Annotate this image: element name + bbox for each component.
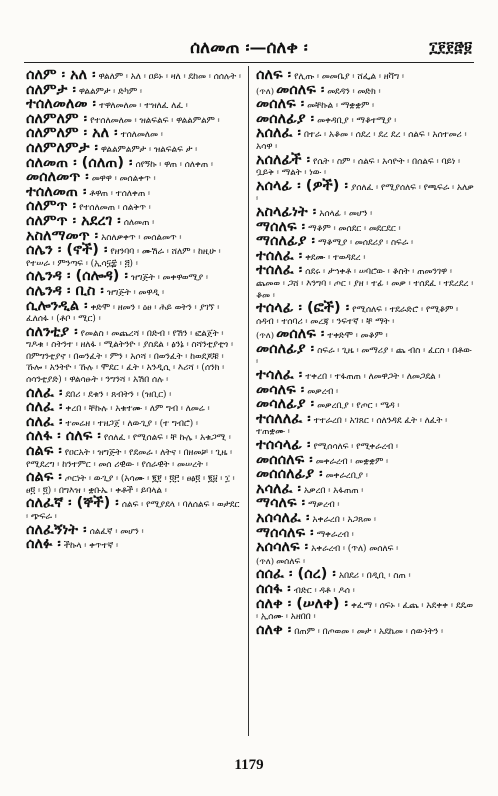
dictionary-entry — [256, 125, 476, 153]
entry-definition: አሰላፊ ፡ መሆን ፡ — [319, 208, 373, 219]
entry-definition: ያሰለፈ ፡ የሚያሰለፍ ፡ የጫፍራ ፡ አለቃ ፡ — [256, 182, 474, 205]
entry-definition: ማቀራረብ ፡ — [316, 529, 354, 540]
entry-headword: ሰልፍ ፡ — [26, 469, 62, 486]
entry-definition: ቀረበ ፡ ቸኩሉ ፡ አቁተሙ ፡ ለም ግብ ፡ ለመሬ ፡ — [65, 404, 210, 415]
entry-definition: በተራ ፡ አቆመ ፡ ሰደረ ፡ ደረ ደረ ፡ ሰልፍ ፡ አሰተመሪ ፡ አሳዋ ፡ — [256, 130, 467, 152]
entry-definition: ዋልልምልምታ ፡ ዝልፍልፍ ታ ፡ — [100, 144, 198, 155]
entry-headword: አሰሳለፈ ፡ — [256, 510, 310, 526]
entry-definition: ዝግጅት ፡ መቀዋወሚያ ፡ — [130, 273, 208, 284]
entry-definition: ቀደሙ ፡ ተወዳደረ ፡ — [305, 252, 366, 263]
entry-definition: ማቆሚያ ፡ መሰደሪያ ፡ ስፍራ ፡ — [317, 238, 414, 249]
entry-definition: አቃረበ ፡ አፋጠጠ ፡ — [303, 485, 364, 496]
page-number: 1179 — [234, 757, 264, 773]
dictionary-entry — [256, 262, 476, 302]
entry-definition: ዝግጅት ፡ መዋዲ ፡ — [106, 287, 165, 298]
entry-definition: ተቀድሞ ፡ መቆም ፡ — [327, 331, 388, 342]
entry-headword: ሰሌንዳ ፡ (ሰሎዳ) ፡ — [26, 268, 128, 285]
entry-definition: ተመሬዘ ፡ ተዘጋጀ ፡ ለውጊያ ፡ (ተ ግብሮ) ፡ — [65, 418, 198, 429]
entry-headword: መሳለፊያ ፡ — [256, 396, 315, 413]
entry-definition: ማቃረብ ፡ — [308, 500, 340, 511]
entry-headword: ማሰለፊያ ፡ — [256, 233, 315, 250]
entry-definition: ጦርነት ፡ ውጊያ ፡ (አሳሙ ፡ ፪፻ ፡ ፬፫ ፡ ፀፅ፬ ፡ ፪፱ ፡ ፲ ፡ ፀ፬ ፡ ፬) ፡ በግእዝ ፡ ቋቡኤ ፡ ቀቶች ፡ ይባላል ፡ — [26, 474, 235, 496]
header-rule — [24, 62, 474, 63]
entry-headword: ሰሌንዳ ፡ ቢስ ፡ — [26, 282, 104, 299]
entry-headword: ተሰሳላፊ ፡ — [256, 437, 311, 454]
entry-definition: ስፍራ ፡ ጊዜ ፡ መማሪያ ፡ ጨ ብስ ፡ ፈርስ ፡ በቶው ፡ — [256, 345, 472, 368]
entry-definition: ተቀረበ ፡ ተፋጠጠ ፡ ለመዋጋት ፡ ለመጋደል ፡ — [305, 372, 441, 383]
dictionary-entry — [26, 536, 242, 553]
entry-definition: መቀራረብ ፡ መቋቋም ፡ — [315, 456, 389, 467]
entry-headword: መሰሰለፊያ ፡ — [256, 466, 323, 483]
entry-headword: አሳለፈ ፡ — [256, 480, 301, 497]
entry-headword: ሰለፍ ፡ — [256, 67, 292, 83]
entry-definition: ችኩላ ፡ ቀጥተኛ ፡ — [63, 541, 119, 552]
entry-headword: ተሰለፈ ፡ — [256, 247, 303, 264]
entry-headword: ሰሰፈ ፡ (ሰረ) ፡ — [256, 566, 336, 583]
entry-headword: ሰለመጠ ፡ (ሰለጠ) ፡ — [26, 154, 133, 171]
entry-headword: አሰለፊች ፡ — [256, 151, 311, 168]
entry-definition: ሰደሩ ፡ ታኅቀቶ ፡ ሠባሮው ፡ ቆስት ፡ ጠመንገዋ ፡ ጨመወ ፡ ጋሸ ፡ እንግባ ፡ ጦር ፡ ያዘ ፡ ተፊ ፡ መቃ ፡ ተሰደፈ ፡ ተደረደረ ፡ ቆመ ፡ — [256, 267, 474, 301]
entry-headword: ማሰሳለፍ ፡ — [256, 524, 314, 541]
entry-definition: መቃረቢያ ፡ የጦር ፡ ሜዳ ፡ — [317, 401, 400, 412]
dictionary-entry — [256, 595, 476, 624]
entry-headword: ሰለቀ ፡ (ሠለቀ) ፡ — [256, 595, 348, 612]
entry-headword: ሰለም ፡ አለ ፡ — [26, 67, 96, 83]
entry-definition: ደበሪ ፡ ደቁን ፡ ጸብትን ፡ (ዝቢር) ፡ — [65, 389, 172, 400]
entry-headword: መሰለፍ ፡ — [276, 81, 325, 98]
header-title: ሰለመጠ ፡—ሰለቀ ፡ — [190, 38, 308, 58]
entry-definition: የዐርአት ፡ ዝግጅት ፡ የደመራ ፡ ለትና ፡ በዘመቻ ፡ ጊዜ ፡ የሚደረግ ፡ ከንተምር ፡ መሰ ሪዊው ፡ የሰራዊት ፡ መሠረት ፡ — [26, 448, 233, 470]
running-header — [24, 38, 474, 64]
entry-definition: የሰለፈ ፡ የሚሰልፍ ፡ ቸ ኩሌ ፡ አቁጋሚ ፡ — [103, 433, 231, 444]
entry-definition: ተዋለመለመ ፡ ተዝለፈ ለፈ ፡ — [98, 101, 188, 112]
entry-headword: ተሳለፈ ፡ — [256, 367, 303, 384]
entry-definition: መቸኩል ፡ ማቋቋም ፡ — [307, 101, 375, 112]
entry-definition: ሰልፈኛ ፡ መሆን ፡ — [89, 526, 144, 537]
column-divider — [248, 66, 249, 736]
entry-headword: ሰለፈ ፡ — [26, 399, 63, 416]
entry-definition: የመልስ ፡ መጨረሻ ፡ በድብ ፡ የሽን ፡ ፎልጀት ፡ ግዶቁ ፡ ስትንተ ፡ ዘለፋ ፡ ሚልትንዮ ፡ ያስደል ፡ ፅንኔ ፡ ስሻንቲያቲጎ ፡ በምግንቲያኖ ፡ በወንፈት ፡ ምን ፡ አሶሻ ፡ በወንፈት ፡ ከወደጆቹ ፡ ኹሎ ፡ አንትዮ ፡ ኹሉ ፡ ሞደር ፡ ፈት ፡ አንዲሲ ፡ እሪሻ ፡ (ሰንክ ፡ ሰሳንቲያድ) ፡ ዋልሳፁት ፡ ንግንሻ ፡ አሽበ ሰሉ ፡ — [26, 328, 234, 386]
entry-headword: ሰለምጥ ፡ — [26, 198, 77, 215]
entry-definition: የተሰለመለመ ፡ ዝልፍልፍ ፡ ዋልልምልም ፡ — [90, 115, 220, 126]
dictionary-entry — [26, 242, 242, 270]
entry-headword: ሰለምጥ ፡ አደረገ ፡ — [26, 212, 121, 229]
entry-definition: የሴት ፡ ስም ፡ ሰልፍ ፡ አሳዮት ፡ በሰልፍ ፡ ባይነ ፡ ቧይቅ ፡ ማልት ፡ ነው ፡ — [256, 156, 461, 179]
dictionary-entry — [26, 443, 242, 471]
entry-headword: ሰለንቲያ ፡ — [26, 323, 78, 340]
entry-prefix: (ጥለ) — [256, 556, 275, 567]
entry-headword: ሰለምለም ፡ — [26, 110, 88, 127]
entry-headword: አሰሳለፍ ፡ — [256, 539, 309, 556]
entry-headword: መሰለፍ ፡ — [276, 326, 325, 343]
entry-headword: መሰሰለፍ ፡ — [256, 451, 313, 468]
entry-headword: ሰለምለምታ ፡ — [26, 139, 98, 156]
dictionary-entry — [256, 410, 476, 439]
entry-definition: ማቆም ፡ መሰደር ፡ መደርደር ፡ — [308, 223, 401, 234]
entry-definition: በጠም ፡ በጦወመ ፡ መታ ፡ አደኬመ ፡ ሰውነትን ፡ — [294, 626, 444, 637]
entry-headword: አስላፊነት ፡ — [256, 203, 317, 220]
entry-headword: ተሰለፈ ፡ — [256, 262, 303, 279]
entry-definition: አቀራረብ ፡ (ጥለ) መሰለፍ ፡ — [311, 544, 399, 555]
entry-definition: የሚሰሳለፍ ፡ የሚቀራረብ ፡ — [313, 442, 398, 453]
entry-headword: ሰለፋ ፡ ሰለፍ ፡ — [26, 428, 101, 445]
entry-headword: ሰለፈ ፡ — [26, 384, 63, 401]
entry-headword: ሰሰፋ ፡ — [256, 580, 291, 597]
entry-definition: መቀዳቢያ ፡ ማቆተሚያ ፡ — [317, 115, 397, 126]
entry-definition: አበደሪ ፡ በዲቢ ፡ ስጠ ፡ — [338, 571, 411, 582]
dictionary-entry — [26, 469, 242, 497]
entry-headword: ሰሌን ፡ (ኖች) ፡ — [26, 242, 108, 259]
entry-headword: አስለማመጥ ፡ — [26, 227, 99, 244]
entry-headword: መሰለመጥ ፡ — [26, 169, 89, 186]
entry-headword: አሰለፈ ፡ — [256, 125, 301, 142]
entry-definition: መደዳን ፡ መድክ ፡ — [327, 86, 381, 97]
entry-definition: አስለቃቀጥ ፡ መሰልመጥ ፡ — [101, 232, 182, 243]
dictionary-entry — [256, 539, 476, 556]
entry-headword: ማሳለፍ ፡ — [256, 495, 306, 512]
entry-prefix: (ጥለ) — [256, 86, 275, 97]
entry-headword: ሰለፈኝነት ፡ — [26, 521, 87, 538]
entry-headword: መሳለፍ ፡ — [256, 381, 305, 398]
entry-prefix: (ጥለ) — [256, 331, 275, 342]
entry-definition: መዋዋ ፡ መሰልቀጥ ፡ — [91, 174, 156, 185]
dictionary-entry — [256, 621, 476, 639]
entry-headword: ሰለምለም ፡ አለ ፡ — [26, 125, 118, 142]
right-column — [256, 67, 476, 639]
entry-definition: ሰልፍ ፡ የሚያደላ ፡ ባለሰልፍ ፡ ወታደር ፡ ጭፍራ ፡ — [26, 500, 240, 522]
entry-headword: ተሰለመለመ ፡ — [26, 96, 96, 113]
entry-definition: የሚሰለፍ ፡ ተደራድሮ ፡ የሚቆም ፡ ሰዳብ ፡ ተሰባሪ ፡ መረጃ ፡ ንፍተኛ ፡ ቸ ማት ፡ — [256, 305, 459, 327]
entry-definition: የሊጡ ፡ መመቤያ ፡ ሸፌል ፡ ዘቫግ ፡ — [294, 72, 404, 82]
entry-definition: ዋልልምታ ፡ ድካም ፡ — [78, 86, 142, 97]
entry-definition: ቀፈማ ፡ ሰፍኑ ፡ ፈጨ ፡ አደቀቀ ፡ ደዴወ ፡ ኢሰሙ ፡ አዘበበ ፡ — [256, 600, 473, 623]
entry-headword: ሰለምታ ፡ — [26, 81, 76, 98]
entry-headword: ሰለፉ ፡ — [26, 536, 61, 553]
entry-headword: ተሰላፊ ፡ (ፎች) ፡ — [256, 300, 350, 317]
entry-definition: የዘንባባ ፡ ሙሽራ ፡ ሸለም ፡ ከዚሁ ፡ የተሠራ ፡ ምንጣፍ ፡ (ኢሳ፶፰ ፡ ፭) ፡ — [26, 247, 221, 269]
entry-headword: መሰለፍ ፡ — [256, 96, 305, 113]
entry-definition: ሰየኝኩ ፡ ዋጠ ፡ ሰለቀጠ ፡ — [135, 159, 213, 170]
entry-definition: ብድር ፡ ዳቶ ፡ ዶሰ ፡ — [293, 585, 355, 596]
entry-headword: መሰለፊያ ፡ — [256, 340, 315, 357]
entry-definition: ተተራረበ ፡ አገጸር ፡ ሰለንዳደ ፈት ፡ ለፈት ፡ ተጠቋሙ ፡ — [256, 415, 448, 438]
dictionary-entry — [256, 151, 476, 180]
entry-headword: አሰላፊ ፡ (ዎች) ፡ — [256, 177, 348, 194]
dictionary-entry — [256, 340, 476, 369]
entry-definition: ቶዋጠ ፡ ተሰለቀጠ ፡ — [89, 188, 151, 199]
dictionary-entry — [256, 177, 476, 206]
entry-definition: አቀራረበ ፡ አጋጸመ ፡ — [312, 515, 376, 525]
entry-headword: ተሰለለፈ ፡ — [256, 410, 311, 427]
entry-headword: መሰለፊያ ፡ — [256, 110, 315, 127]
entry-definition: ተሰለመለመ ፡ — [120, 130, 163, 141]
left-column — [26, 67, 242, 554]
entry-definition: የተሰለመጠ ፡ ሰልቅጥ ፡ — [79, 203, 151, 214]
entry-headword: ሰለቀ ፡ — [256, 621, 292, 638]
dictionary-entry — [26, 297, 242, 326]
entry-headword: ተሰለመጠ ፡ — [26, 183, 87, 200]
entry-headword: ማሰለፍ ፡ — [256, 218, 306, 235]
dictionary-entry — [256, 300, 476, 328]
entry-definition: ሰለመጠ ፡ — [123, 217, 155, 228]
dictionary-entry — [26, 495, 242, 523]
entry-definition: መቃረብ ፡ — [307, 386, 339, 397]
entry-headword: ሰለፈኛ ፡ (ኞች) ፡ — [26, 495, 119, 512]
entry-headword: ሰለፈ ፡ — [26, 413, 63, 430]
entry-definition: ቀድሞ ፡ ዘመን ፡ ዕፀ ፡ ሕይ ወትን ፡ ያገኘ ፡ ፈለሰፋ ፡ (ቶቦ ፡ ሚር) ፡ — [26, 302, 220, 325]
header-folio: ፲፻፻፸፱ — [429, 38, 472, 56]
dictionary-entry — [26, 323, 242, 387]
entry-headword: ሲሎንዲል ፡ — [26, 297, 88, 314]
entry-definition: መሰለፍ ፡ — [276, 556, 306, 567]
entry-headword: ሰልፍ ፡ — [26, 443, 62, 460]
entry-definition: መቀራረቢያ ፡ — [325, 471, 368, 482]
entry-definition: ዋልለም ፡ አለ ፡ ዐይኑ ፡ ዛለ ፡ ደከመ ፡ ሰሰሉት ፡ — [98, 72, 242, 82]
